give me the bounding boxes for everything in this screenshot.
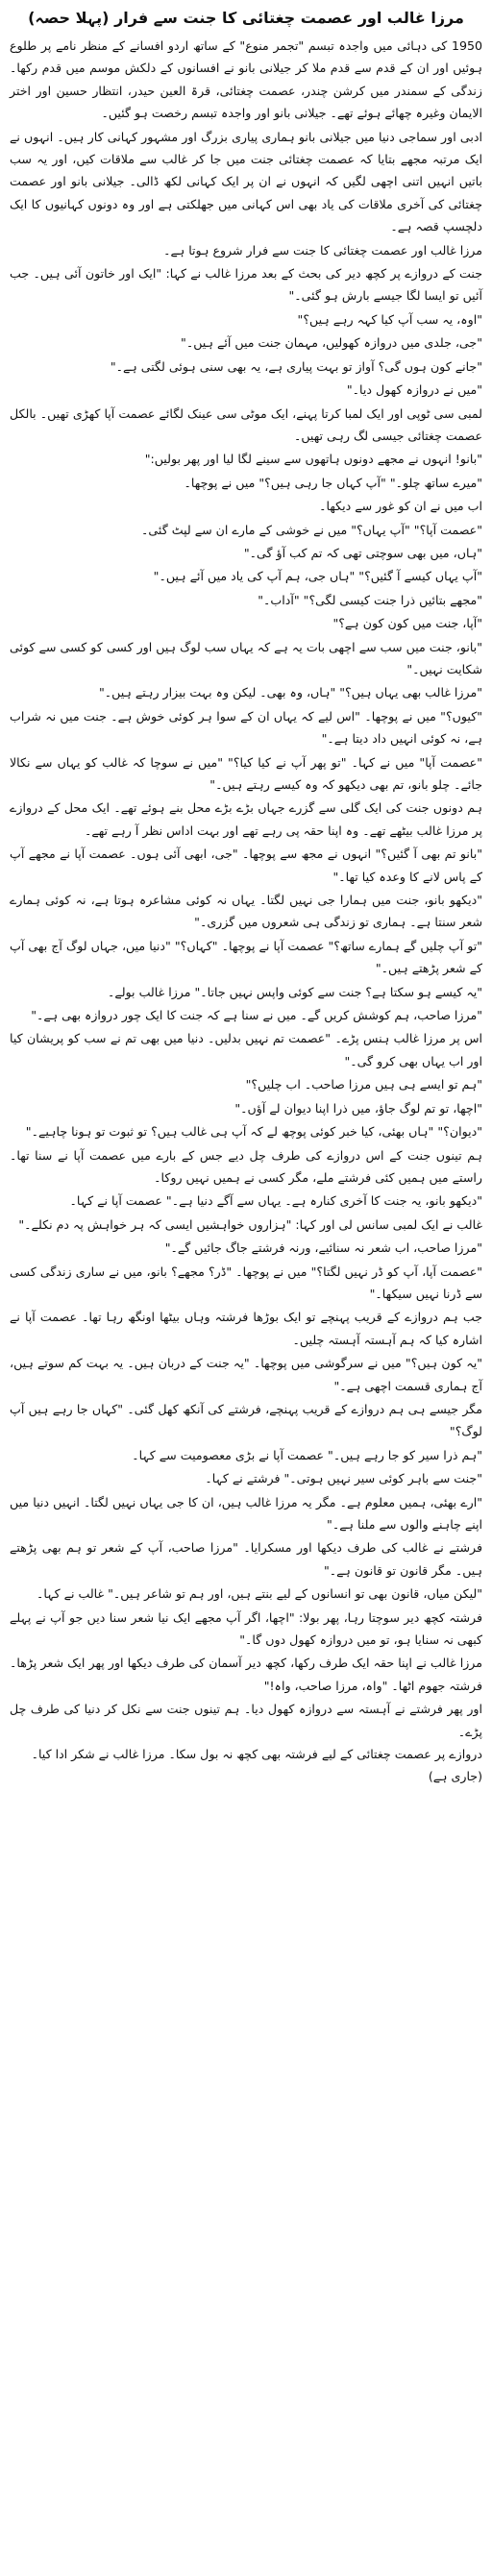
article-paragraph: "جی، جلدی میں دروازہ کھولیں، مہمان جنت میں آئے ہیں۔" — [181, 335, 482, 351]
article-paragraph: فرشتہ کچھ دیر سوچتا رہا، پھر بولا: "اچھا، اگر آپ مجھے ایک نیا شعر سنا دیں جو آپ نے پہلے کبھی نہ سنایا ہو، تو میں دروازہ کھول دوں گا۔" — [10, 1609, 482, 1648]
article-paragraph: "یہ کون ہیں؟" میں نے سرگوشی میں پوچھا۔ "یہ جنت کے دربان ہیں۔ یہ بہت کم سوتے ہیں، آج ہماری قسمت اچھی ہے۔" — [10, 1356, 482, 1393]
article-paragraph: "بانو، جنت میں سب سے اچھی بات یہ ہے کہ یہاں سب لوگ ہیں اور کسی کو کسی سے کوئی شکایت نہیں۔" — [10, 639, 482, 676]
article-paragraph: "ہم تو ایسے ہی ہیں مرزا صاحب۔ اب چلیں؟" — [245, 1077, 482, 1092]
article-paragraph: "مرزا غالب بھی یہاں ہیں؟" "ہاں، وہ بھی۔ لیکن وہ بہت بیزار رہتے ہیں۔" — [98, 685, 482, 700]
article-paragraph: "تو آپ چلیں گے ہمارے ساتھ؟" عصمت آپا نے پوچھا۔ "کہاں؟" "دنیا میں، جہاں لوگ آج بھی آپ کے شعر پڑھتے ہیں۔" — [10, 938, 482, 976]
article-paragraph: "جانے کون ہوں گی؟ آواز تو بہت پیاری ہے، یہ بھی سنی ہوئی لگتی ہے۔" — [110, 358, 482, 374]
article-paragraph: "مرزا صاحب، ہم کوشش کریں گے۔ میں نے سنا ہے کہ جنت کا ایک چور دروازہ بھی ہے۔" — [31, 1008, 482, 1023]
article-paragraph: ہم تینوں جنت کے اس دروازے کی طرف چل دیے جس کے بارے میں عصمت آپا نے سنا تھا۔ راستے میں ہمیں کئی فرشتے ملے، مگر کسی نے ہمیں نہیں روکا۔ — [10, 1147, 482, 1185]
article-paragraph: "آپ یہاں کیسے آ گئیں؟" "ہاں جی، ہم آپ کی یاد میں آئے ہیں۔" — [153, 569, 482, 584]
article-paragraph: "جنت سے باہر کوئی سیر نہیں ہوتی۔" فرشتے نے کہا۔ — [205, 1471, 482, 1486]
article-paragraph: "ارے بھئی، ہمیں معلوم ہے۔ مگر یہ مرزا غالب ہیں، ان کا جی یہاں نہیں لگتا۔ انہیں دنیا میں اپنے چاہنے والوں سے ملنا ہے۔" — [10, 1494, 482, 1532]
article-paragraph: ہم دونوں جنت کی ایک گلی سے گزرے جہاں بڑے بڑے محل بنے ہوئے تھے۔ ایک محل کے دروازے پر مرزا غالب بیٹھے تھے۔ وہ اپنا حقہ پی رہے تھے اور بہت اداس نظر آ رہے تھے۔ — [10, 800, 482, 838]
article-paragraph: "بانو تم بھی آ گئیں؟" انہوں نے مجھ سے پوچھا۔ "جی، ابھی آئی ہوں۔ عصمت آپا نے مجھے آپ کے پاس لانے کا وعدہ کیا تھا۔" — [10, 846, 482, 884]
article-paragraph: "عصمت آپا" میں نے کہا۔ "تو پھر آپ نے کیا کیا؟" "میں نے سوچا کہ غالب کو یہاں سے نکالا جائے۔ چلو بانو، تم بھی دیکھو کہ وہ کیسے رہتے ہیں۔" — [10, 754, 482, 792]
article-paragraph: مرزا غالب اور عصمت چغتائی کا جنت سے فرار شروع ہوتا ہے۔ — [163, 242, 482, 258]
article-paragraph: "مرزا صاحب، اب شعر نہ سنائیے، ورنہ فرشتے جاگ جائیں گے۔" — [164, 1240, 482, 1256]
article-paragraph: "لیکن میاں، قانون بھی تو انسانوں کے لیے بنتے ہیں، اور ہم تو شاعر ہیں۔" غالب نے کہا۔ — [36, 1586, 482, 1602]
article-paragraph: مگر جیسے ہی ہم دروازے کے قریب پہنچے، فرشتے کی آنکھ کھل گئی۔ "کہاں جا رہے ہیں آپ لوگ؟" — [10, 1401, 482, 1439]
article-paragraph: فرشتے نے غالب کی طرف دیکھا اور مسکرایا۔ "مرزا صاحب، آپ کے شعر تو ہم بھی پڑھتے ہیں۔ مگر قانون تو قانون ہے۔" — [10, 1540, 482, 1578]
article-paragraph: لمبی سی ٹوپی اور ایک لمبا کرتا پہنے، ایک موٹی سی عینک لگائے عصمت آپا کھڑی تھیں۔ بالکل عصمت چغتائی جیسی لگ رہی تھیں۔ — [10, 405, 482, 443]
article-paragraph: غالب نے ایک لمبی سانس لی اور کہا: "ہزاروں خواہشیں ایسی کہ ہر خواہش پہ دم نکلے۔" — [18, 1216, 482, 1232]
article-closing: دروازے پر عصمت چغتائی کے لیے فرشتہ بھی کچھ نہ بول سکا۔ مرزا غالب نے شکر ادا کیا۔ (جاری ہے) — [31, 1747, 482, 1784]
article-paragraph: جب ہم دروازے کے قریب پہنچے تو ایک بوڑھا فرشتہ وہاں بیٹھا اونگھ رہا تھا۔ عصمت آپا نے اشارہ کیا کہ ہم آہستہ آہستہ چلیں۔ — [10, 1310, 482, 1347]
article-paragraph: "دیوان؟" "ہاں بھئی، کیا خبر کوئی پوچھ لے کہ آپ ہی غالب ہیں؟ تو ثبوت تو ہونا چاہیے۔" — [25, 1124, 482, 1140]
article-paragraph: "یہ کیسے ہو سکتا ہے؟ جنت سے کوئی واپس نہیں جاتا۔" مرزا غالب بولے۔ — [107, 984, 482, 999]
article-paragraph: اس پر مرزا غالب ہنس پڑے۔ "عصمت تم نہیں بدلیں۔ دنیا میں بھی تم نے سب کو پریشان کیا اور اب یہاں بھی کرو گی۔" — [10, 1031, 482, 1068]
article-paragraph: "ہاں، میں بھی سوچتی تھی کہ تم کب آؤ گی۔" — [243, 545, 482, 560]
article-paragraph: "عصمت آپا؟" "آپ یہاں؟" میں نے خوشی کے مارے ان سے لپٹ گئی۔ — [141, 522, 482, 537]
article-paragraph: "ہم ذرا سیر کو جا رہے ہیں۔" عصمت آپا نے بڑی معصومیت سے کہا۔ — [132, 1447, 482, 1462]
article-paragraph: "کیوں؟" میں نے پوچھا۔ "اس لیے کہ یہاں ان کے سوا ہر کوئی خوش ہے۔ جنت میں نہ شراب ہے، نہ کوئی انہیں داد دیتا ہے۔" — [10, 708, 482, 747]
article-paragraph: "دیکھو بانو، یہ جنت کا آخری کنارہ ہے۔ یہاں سے آگے دنیا ہے۔" عصمت آپا نے کہا۔ — [69, 1193, 482, 1209]
article-paragraph: مرزا غالب نے اپنا حقہ ایک طرف رکھا، کچھ دیر آسمان کی طرف دیکھا اور پھر ایک شعر پڑھا۔ فرشتہ جھوم اٹھا۔ "واہ، مرزا صاحب، واہ!" — [10, 1656, 482, 1693]
article-body — [10, 35, 482, 1743]
article-paragraph: "دیکھو بانو، جنت میں ہمارا جی نہیں لگتا۔ یہاں نہ کوئی مشاعرہ ہوتا ہے، نہ کوئی ہمارے شعر سنتا ہے۔ ہماری تو زندگی ہی شعروں میں گزری۔" — [10, 893, 482, 930]
article-paragraph: اب میں نے ان کو غور سے دیکھا۔ — [319, 499, 482, 514]
article-title: مرزا غالب اور عصمت چغتائی کا جنت سے فرار (پہلا حصہ) — [28, 9, 464, 27]
article-paragraph: اور پھر فرشتے نے آہستہ سے دروازہ کھول دیا۔ ہم تینوں جنت سے نکل کر دنیا کی طرف چل پڑے۔ — [10, 1702, 482, 1739]
article-paragraph: ادبی اور سماجی دنیا میں جیلانی بانو ہماری پیاری بزرگ اور مشہور کہانی کار ہیں۔ انہوں نے ایک مرتبہ مجھے بتایا کہ عصمت چغتائی جنت میں جا کر غالب سے ملاقات کیں، اور یہ سب باتیں انہیں اتنی اچھی لگیں کہ انہوں نے ان پر ایک کہانی لکھ ڈالی۔ جیلانی بانو اور عصمت چغتائی کی آخری ملاقات کی یاد بھی اس کہانی میں جھلکتی ہے اور وہ دونوں کہانیوں کا ایک دلچسپ قصہ ہے۔ — [10, 129, 482, 234]
article-paragraph: "عصمت آپا، آپ کو ڈر نہیں لگتا؟" میں نے پوچھا۔ "ڈر؟ مجھے؟ بانو، میں نے ساری زندگی کسی سے ڈرنا نہیں سیکھا۔" — [10, 1263, 482, 1301]
article-paragraph: "بانو! انہوں نے مجھے دونوں ہاتھوں سے سینے لگا لیا اور پھر بولیں:" — [144, 452, 482, 467]
article-paragraph: "اوہ، یہ سب آپ کیا کہہ رہے ہیں؟" — [297, 311, 482, 327]
article-paragraph: "میرے ساتھ چلو۔" "آپ کہاں جا رہی ہیں؟" میں نے پوچھا۔ — [184, 475, 482, 490]
article-paragraph: "میں نے دروازہ کھول دیا۔" — [346, 382, 482, 398]
article-paragraph: "آپا، جنت میں کون کون ہے؟" — [332, 616, 482, 631]
article-paragraph: "اچھا، تو تم لوگ جاؤ، میں ذرا اپنا دیوان لے آؤں۔" — [234, 1100, 482, 1116]
article-paragraph: جنت کے دروازے پر کچھ دیر کی بحث کے بعد مرزا غالب نے کہا: "ایک اور خاتون آئی ہیں۔ جب آئیں تو ایسا لگا جیسے بارش ہو گئی۔" — [10, 266, 482, 304]
article-paragraph: "مجھے بتائیں ذرا جنت کیسی لگی؟" "آداب۔" — [258, 592, 482, 607]
article-paragraph: 1950 کی دہائی میں واجدہ تبسم "تجمر منوع" کے ساتھ اردو افسانے کے منظر نامے پر طلوع ہوئیں اور ان کے قدم سے قدم ملا کر جیلانی بانو نے افسانوں کے دلکش موسم میں قدم رکھا۔ زندگی کے سمندر میں کرشن چندر، عصمت چغتائی، قرۃ العین حیدر، انتظار حسین اور اختر الایمان وغیرہ چھائے ہوئے تھے۔ جیلانی بانو اور واجدہ تبسم رخصت ہو گئیں۔ — [10, 38, 482, 121]
